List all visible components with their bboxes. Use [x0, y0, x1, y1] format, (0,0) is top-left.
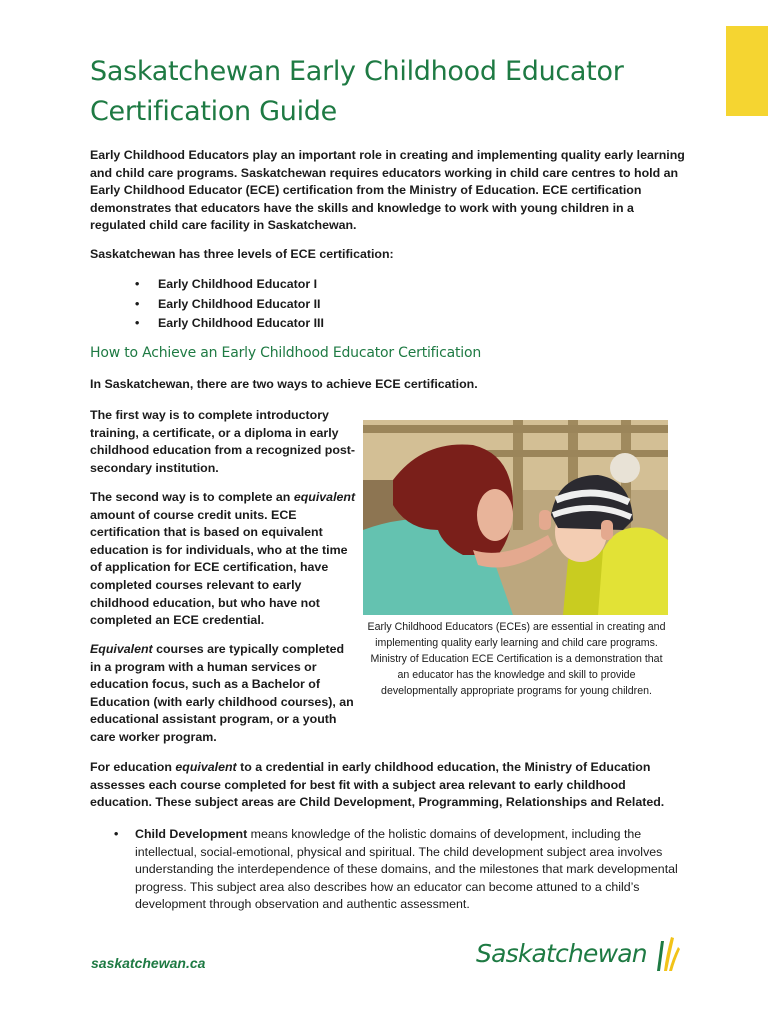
- educator-hand: [539, 510, 551, 530]
- cubby-divider: [513, 420, 523, 530]
- saskatchewan-logo-text: Saskatchewan: [476, 939, 647, 968]
- section-heading: How to Achieve an Early Childhood Educator Certification: [90, 345, 481, 361]
- subject-areas-list: [114, 826, 694, 914]
- page-title-line-1: Saskatchewan Early Childhood Educator: [90, 56, 624, 87]
- photo-caption: Early Childhood Educators (ECEs) are essential in creating and implementing quality early learning and child care programs. Ministry of Education ECE Certification is a demonstration that an educator has the knowledge and skill to provide developmentally appropriate programs for young children.: [367, 621, 666, 697]
- educator-child-photo: [363, 420, 668, 615]
- emphasis: equivalent: [175, 760, 237, 774]
- bullet-icon: •: [135, 316, 140, 330]
- subject-term: Child Development: [135, 827, 248, 841]
- list-item: [114, 826, 694, 914]
- list-item: [135, 296, 324, 316]
- emphasis: equivalent: [293, 490, 356, 504]
- list-item: [135, 276, 324, 296]
- text-run: For education: [90, 760, 176, 774]
- level-label: Early Childhood Educator I: [158, 277, 318, 291]
- cubby-shelf: [363, 425, 668, 433]
- emphasis: Equivalent: [90, 642, 153, 656]
- yellow-corner-tab: [726, 26, 768, 116]
- text-run: courses are typically completed in a program with a human services or education focus, such as a Bachelor of Education (with early childhood courses), an educational assistant program, or a youth care worker program.: [90, 642, 354, 744]
- ways-intro: In Saskatchewan, there are two ways to achieve ECE certification.: [90, 377, 478, 391]
- footer-url: saskatchewan.ca: [91, 955, 206, 971]
- photo-illustration: [363, 420, 668, 615]
- hat-pompom: [610, 453, 640, 483]
- logo-stroke-green: [657, 941, 664, 971]
- educator-hand: [601, 520, 613, 540]
- bullet-icon: •: [135, 296, 140, 311]
- page-title: [90, 52, 690, 132]
- page-title-line-2: Certification Guide: [90, 96, 337, 127]
- second-way-paragraph: [90, 489, 356, 630]
- first-way-paragraph: The first way is to complete introductory training, a certificate, or a diploma in early childhood education from a recognized post-secondary institution.: [90, 408, 356, 475]
- equivalent-courses-paragraph: [90, 641, 356, 747]
- list-item: [135, 315, 324, 335]
- equivalent-education-paragraph: [90, 759, 690, 812]
- bullet-icon: •: [135, 277, 140, 291]
- text-run: to a credential in early childhood education, the Ministry of Education assesses each course completed for best fit with a subject area relevant to early childhood education. These subject areas are Child Development, Programming, Relationships and Related.: [90, 760, 665, 810]
- cubby-shelf: [468, 450, 668, 457]
- levels-lead: Saskatchewan has three levels of ECE certification:: [90, 247, 394, 261]
- level-label: Early Childhood Educator II: [158, 296, 321, 311]
- intro-paragraph: Early Childhood Educators play an important role in creating and implementing quality early learning and child care programs. Saskatchewan requires educators working in child care centres to hold an Early Childhood Educator (ECE) certification from the Ministry of Education. ECE certification demonstrates that educators have the skills and knowledge to work with young children in a regulated child care facility in Saskatchewan.: [90, 148, 685, 233]
- wheat-logo-icon: [654, 933, 680, 973]
- subject-description: means knowledge of the holistic domains of development, including the intellectual, social-emotional, physical and spiritual. The child development subject area involves understanding the interdependence of these domains, and the milestones that mark developmental progress. This subject area also describes how an educator can become attuned to a child’s development through observation and authentic assessment.: [135, 827, 678, 912]
- educator-face: [477, 489, 513, 541]
- certification-levels-list: [135, 276, 324, 335]
- level-label: Early Childhood Educator III: [158, 316, 324, 330]
- text-run: amount of course credit units. ECE certification that is based on equivalent education is for individuals, who at the time of application for ECE certification, have completed courses relevant to early childhood education, but who have not completed an ECE credential.: [90, 507, 348, 628]
- bullet-icon: •: [114, 827, 119, 841]
- text-run: The second way is to complete an: [90, 490, 294, 504]
